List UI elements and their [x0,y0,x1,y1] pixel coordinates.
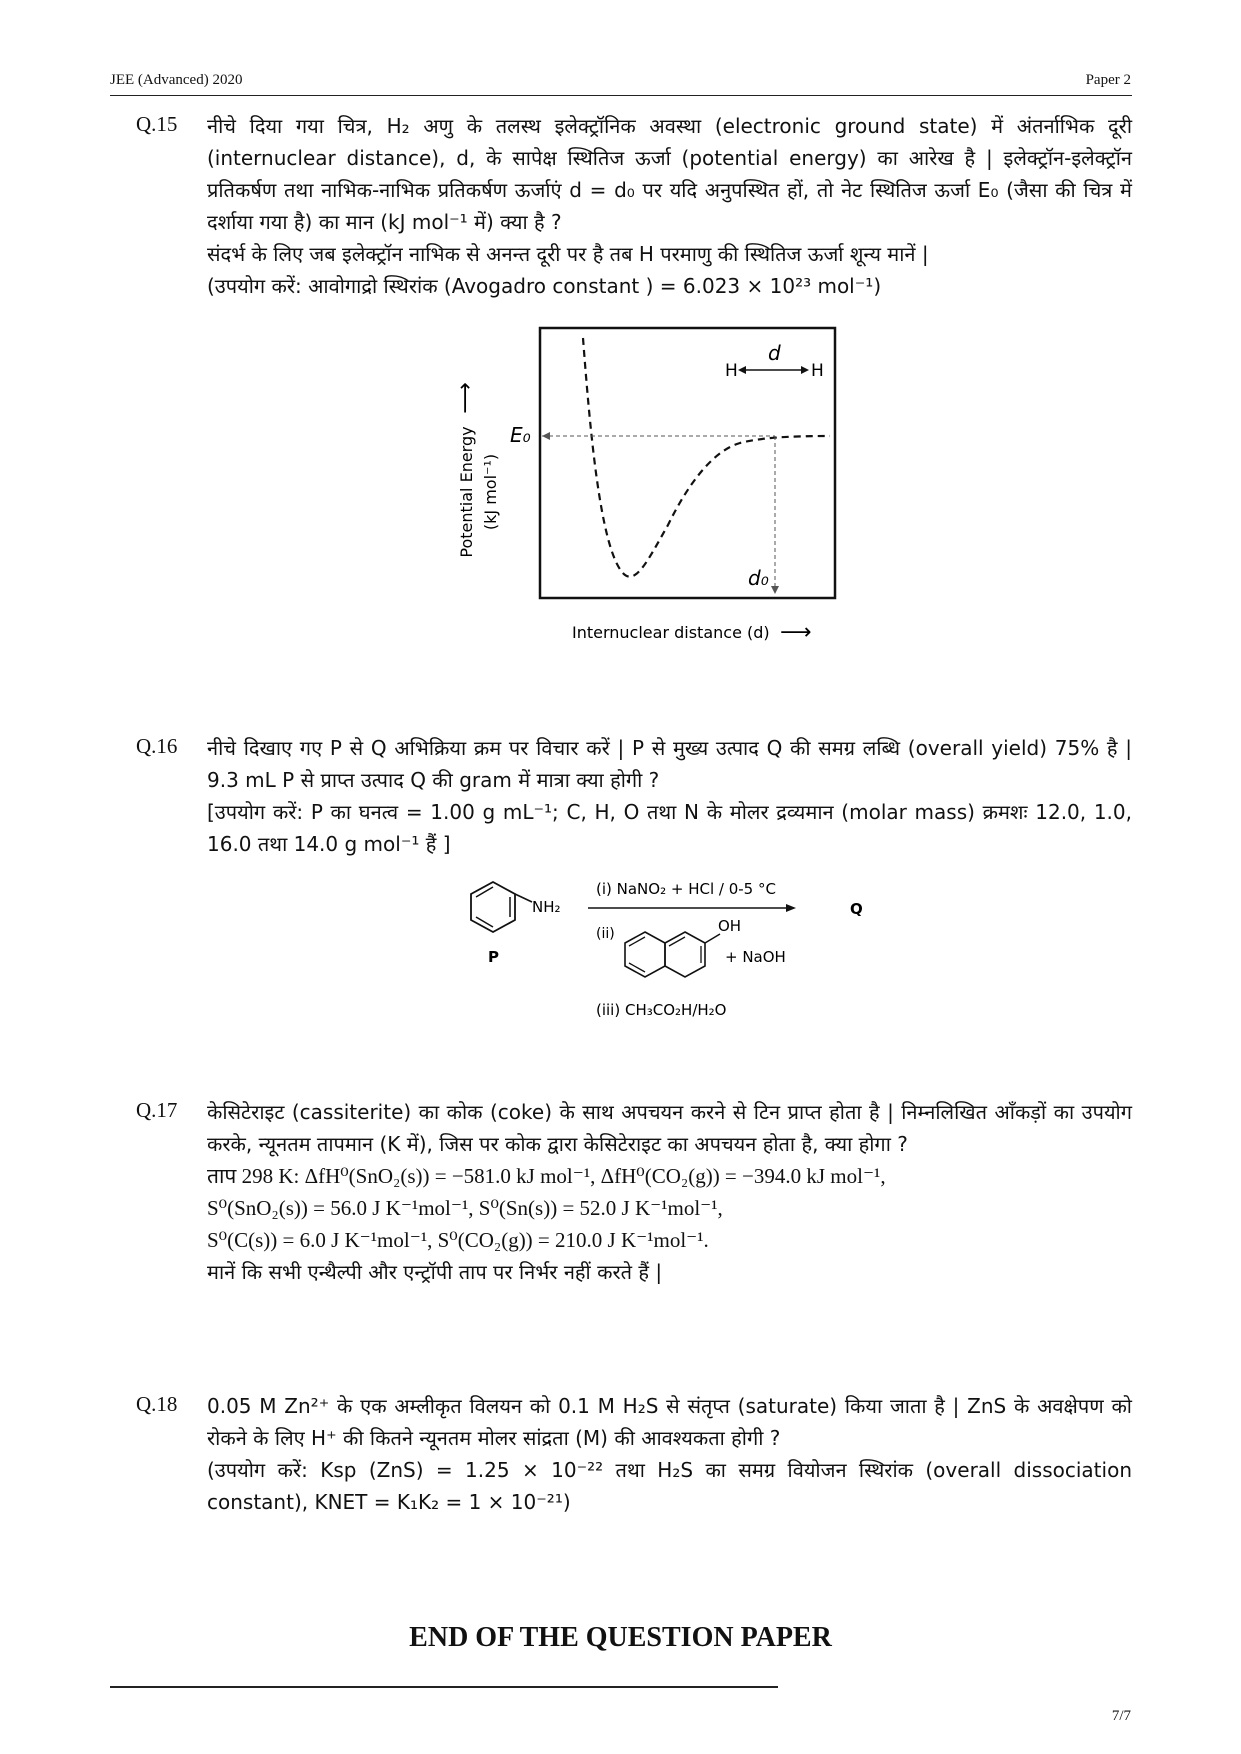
question-15-line-3: (उपयोग करें: आवोगाद्रो स्थिरांक (Avogadro constant ) = 6.023 × 10²³ mol⁻¹) [207,274,882,298]
question-18-line-2: (उपयोग करें: Ksp (ZnS) = 1.25 × 10⁻²² तथा H₂S का समग्र वियोजन स्थिरांक (overall dissociation constant), KNET = K₁K₂ = 1 × 10⁻²¹) [207,1458,1132,1514]
naphthalene-ring-left [625,932,665,977]
question-number-18: Q.18 [136,1392,178,1416]
y-axis-label: Potential Energy [457,426,476,558]
reaction-arrowhead [786,904,796,912]
question-15-line-2: संदर्भ के लिए जब इलेक्ट्रॉन नाभिक से अनन्त दूरी पर है तब H परमाणु की स्थितिज ऊर्जा शून्य मानें | [207,242,929,266]
question-number-17: Q.17 [136,1098,178,1122]
question-16-text [207,732,1132,860]
question-15-text [207,110,1132,302]
question-16-line-2: [उपयोग करें: P का घनत्व = 1.00 g mL⁻¹; C, H, O तथा N के मोलर द्रव्यमान (molar mass) क्रमशः 12.0, 1.0, 16.0 तथा 14.0 g mol⁻¹ हैं ] [207,800,1132,856]
footer-rule [110,1686,778,1688]
reactant-p-label: P [488,948,499,966]
h-arrow-left-head [738,366,746,374]
question-18-line-1: 0.05 M Zn²⁺ के एक अम्लीकृत विलयन को 0.1 M H₂S से संतृप्त (saturate) किया जाता है | ZnS के अवक्षेपण को रोकने के लिए H⁺ की कितने न्यूनतम मोलर सांद्रता (M) की आवश्यकता होगी ? [207,1394,1132,1450]
d-label: d [768,341,781,365]
potential-energy-figure [440,310,900,660]
amine-group-label: NH₂ [532,898,561,916]
e0-arrowhead [542,432,550,440]
question-17-text [207,1096,1132,1288]
naphthalene-ring-right [665,932,705,977]
x-axis-arrow-icon: ⟶ [780,620,812,645]
question-17-line-5: मानें कि सभी एन्थैल्पी और एन्ट्रॉपी ताप पर निर्भर नहीं करते हैं | [207,1260,663,1284]
question-17-line-2: ताप 298 K: ΔfH⁰(SnO₂(s)) = −581.0 kJ mol⁻¹, ΔfH⁰(CO₂(g)) = −394.0 kJ mol⁻¹, [207,1164,886,1188]
step-2-reagent: + NaOH [725,948,786,966]
plot-frame [540,328,835,598]
h-arrow-right-head [801,366,809,374]
x-axis-label: Internuclear distance (d) [572,623,770,642]
d0-arrowhead [771,586,779,594]
h-left-label: H [725,361,738,381]
question-17-line-4: S⁰(C(s)) = 6.0 J K⁻¹mol⁻¹, S⁰(CO₂(g)) = 210.0 J K⁻¹mol⁻¹. [207,1228,709,1252]
header-rule [110,95,1132,96]
product-q-label: Q [850,900,863,918]
reaction-scheme [440,870,900,1035]
y-axis-unit: (kJ mol⁻¹) [481,453,500,531]
h-right-label: H [811,361,824,381]
y-axis-arrow-icon: ⟶ [453,382,478,414]
question-number-15: Q.15 [136,112,178,136]
question-15-line-1: नीचे दिया गया चित्र, H₂ अणु के तलस्थ इलेक्ट्रॉनिक अवस्था (electronic ground state) में अंतर्नाभिक दूरी (internuclear distance), d, के सापेक्ष स्थितिज ऊर्जा (potential energy) का आरेख है | इलेक्ट्रॉन-इलेक्ट्रॉन प्रतिकर्षण तथा नाभिक-नाभिक प्रतिकर्षण ऊर्जाएं d = d₀ पर यदि अनुपस्थित हों, तो नेट स्थितिज ऊर्जा E₀ (जैसा की चित्र में दर्शाया गया है) का मान (kJ mol⁻¹ में) क्या है ? [207,114,1132,234]
step-3-reagent: (iii) CH₃CO₂H/H₂O [596,1001,727,1019]
question-16-line-1: नीचे दिखाए गए P से Q अभिक्रिया क्रम पर विचार करें | P से मुख्य उत्पाद Q की समग्र लब्धि (overall yield) 75% है | 9.3 mL P से प्राप्त उत्पाद Q की gram में मात्रा क्या होगी ? [207,736,1132,792]
question-17-line-3: S⁰(SnO₂(s)) = 56.0 J K⁻¹mol⁻¹, S⁰(Sn(s)) = 52.0 J K⁻¹mol⁻¹, [207,1196,723,1220]
d0-label: d₀ [748,566,769,590]
hydroxyl-group-label: OH [718,917,742,935]
potential-curve [583,338,830,577]
end-of-paper-heading: END OF THE QUESTION PAPER [409,1622,832,1653]
question-number-16: Q.16 [136,734,178,758]
page-number: 7/7 [1111,1708,1131,1724]
header-exam-title: JEE (Advanced) 2020 [110,72,243,88]
e0-label: E₀ [510,423,531,447]
header-paper-label: Paper 2 [1085,72,1131,88]
question-17-line-1: केसिटेराइट (cassiterite) का कोक (coke) के साथ अपचयन करने से टिन प्राप्त होता है | निम्नलिखित आँकड़ों का उपयोग करके, न्यूनतम तापमान (K में), जिस पर कोक द्वारा केसिटेराइट का अपचयन होता है, क्या होगा ? [207,1100,1132,1156]
step-1-reagent: (i) NaNO₂ + HCl / 0-5 °C [596,880,776,898]
question-18-text [207,1390,1132,1518]
step-2-label: (ii) [596,926,615,942]
benzene-ring-p [471,882,515,932]
